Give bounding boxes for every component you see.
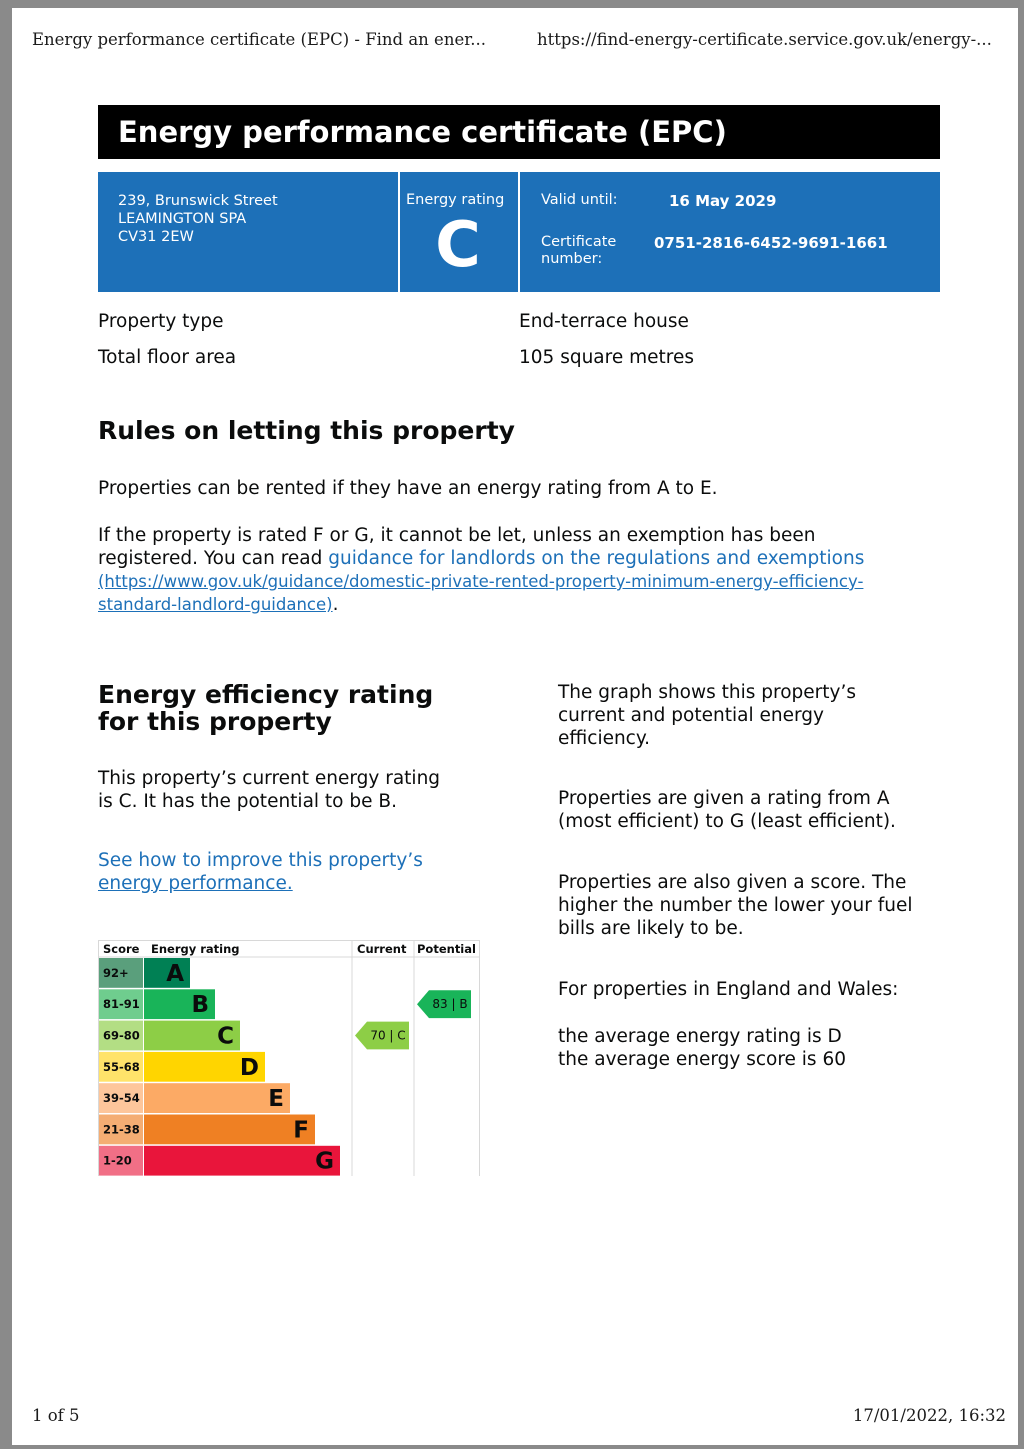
letting-text: registered. You can read bbox=[98, 548, 329, 569]
certificate-summary-band bbox=[98, 172, 940, 292]
score-range: 55-68 bbox=[103, 1059, 140, 1074]
potential-column-header: Potential bbox=[417, 942, 476, 956]
score-range: 81-91 bbox=[103, 997, 140, 1012]
print-datetime: 17/01/2022, 16:32 bbox=[852, 1406, 1006, 1425]
improve-link-line-2[interactable]: energy performance. bbox=[98, 873, 293, 894]
period: . bbox=[332, 594, 339, 615]
average-figures bbox=[558, 1025, 846, 1071]
energy-rating-caption: Energy rating bbox=[406, 192, 505, 208]
rating-letter-c: C bbox=[217, 1023, 234, 1050]
score-explainer-line-3: bills are likely to be. bbox=[558, 918, 744, 939]
graph-explainer-line-2: current and potential energy bbox=[558, 705, 824, 726]
valid-until-value: 16 May 2029 bbox=[669, 192, 777, 210]
rating-bar-f bbox=[144, 1115, 315, 1145]
score-range: 21-38 bbox=[103, 1122, 140, 1137]
letting-heading: Rules on letting this property bbox=[98, 416, 515, 445]
rating-explainer-line-2: (most efficient) to G (least efficient). bbox=[558, 811, 896, 832]
letting-paragraph-2-line-2 bbox=[98, 547, 938, 570]
certificate-number-label-line-2: number: bbox=[541, 251, 603, 267]
rating-explainer-line-1: Properties are given a rating from A bbox=[558, 788, 890, 809]
average-rating-text: the average energy rating is D bbox=[558, 1026, 842, 1047]
score-explainer bbox=[558, 871, 912, 940]
property-type-value: End-terrace house bbox=[519, 311, 689, 332]
score-range: 39-54 bbox=[103, 1091, 140, 1106]
score-range: 69-80 bbox=[103, 1028, 140, 1043]
graph-explainer-line-1: The graph shows this property’s bbox=[558, 682, 857, 703]
rating-bar-g bbox=[144, 1146, 340, 1176]
score-range: 1-20 bbox=[103, 1153, 132, 1168]
current-rating-text-line-1: This property’s current energy rating bbox=[98, 768, 441, 789]
graph-explainer-line-3: efficiency. bbox=[558, 728, 651, 749]
floor-area-value: 105 square metres bbox=[519, 347, 694, 368]
region-text: For properties in England and Wales: bbox=[558, 979, 899, 1000]
certificate-number-label-line-1: Certificate bbox=[541, 234, 617, 250]
letting-paragraph-2-line-1: If the property is rated F or G, it cannot be let, unless an exemption has been bbox=[98, 525, 816, 546]
potential-rating-label: 83 | B bbox=[432, 997, 468, 1012]
rating-letter-f: F bbox=[293, 1117, 309, 1144]
address-line-3: CV31 2EW bbox=[118, 229, 194, 245]
valid-until-label: Valid until: bbox=[541, 192, 618, 208]
improve-link-block[interactable] bbox=[98, 849, 423, 895]
current-rating-label: 70 | C bbox=[370, 1028, 406, 1043]
address-line-1: 239, Brunswick Street bbox=[118, 193, 278, 209]
address-line-2: LEAMINGTON SPA bbox=[118, 211, 247, 227]
rating-explainer bbox=[558, 787, 896, 833]
landlord-guidance-link[interactable]: guidance for landlords on the regulations and exemptions bbox=[328, 548, 865, 569]
page-number: 1 of 5 bbox=[32, 1406, 80, 1425]
energy-rating-letter: C bbox=[435, 208, 481, 281]
certificate-number-label bbox=[541, 234, 616, 268]
energy-rating-graph bbox=[98, 940, 480, 1176]
rating-column-header: Energy rating bbox=[151, 942, 240, 956]
improve-link-line-1[interactable]: See how to improve this property’s bbox=[98, 850, 423, 871]
average-score-text: the average energy score is 60 bbox=[558, 1049, 846, 1070]
score-column-header: Score bbox=[103, 942, 140, 956]
rating-letter-d: D bbox=[239, 1054, 259, 1081]
rating-letter-a: A bbox=[166, 960, 184, 987]
rating-letter-b: B bbox=[191, 992, 209, 1019]
property-address bbox=[118, 192, 278, 246]
score-range: 92+ bbox=[103, 965, 129, 980]
print-header-title: Energy performance certificate (EPC) - Find an ener... bbox=[32, 30, 487, 49]
current-rating-text bbox=[98, 767, 440, 813]
score-explainer-line-1: Properties are also given a score. The bbox=[558, 872, 907, 893]
landlord-guidance-url-cont[interactable]: standard-landlord-guidance) bbox=[98, 595, 333, 614]
efficiency-heading bbox=[98, 681, 433, 735]
print-header-url: https://find-energy-certificate.service.gov.uk/energy-... bbox=[537, 30, 992, 49]
floor-area-label: Total floor area bbox=[98, 347, 237, 368]
divider bbox=[518, 172, 520, 292]
certificate-number-value: 0751-2816-6452-9691-1661 bbox=[654, 234, 888, 252]
letting-paragraph-1: Properties can be rented if they have an energy rating from A to E. bbox=[98, 478, 718, 499]
property-type-label: Property type bbox=[98, 311, 224, 332]
current-column-header: Current bbox=[357, 942, 407, 956]
score-explainer-line-2: higher the number the lower your fuel bbox=[558, 895, 913, 916]
efficiency-heading-line-1: Energy efficiency rating bbox=[98, 680, 434, 709]
certificate-title: Energy performance certificate (EPC) bbox=[98, 105, 940, 159]
landlord-guidance-url[interactable]: (https://www.gov.uk/guidance/domestic-private-rented-property-minimum-energy-efficiency- bbox=[98, 572, 864, 591]
graph-explainer bbox=[558, 681, 856, 750]
rating-letter-g: G bbox=[315, 1148, 334, 1175]
current-rating-text-line-2: is C. It has the potential to be B. bbox=[98, 791, 397, 812]
rating-letter-e: E bbox=[268, 1086, 284, 1113]
efficiency-heading-line-2: for this property bbox=[98, 707, 332, 736]
letting-paragraph-2 bbox=[98, 524, 938, 616]
